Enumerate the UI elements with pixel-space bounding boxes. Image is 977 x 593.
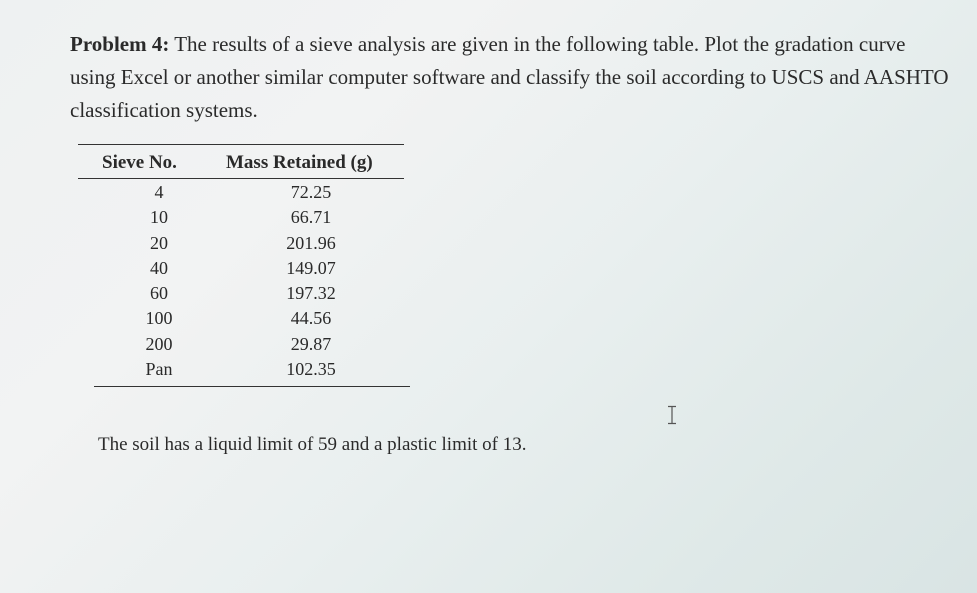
- table-body: [78, 180, 408, 382]
- table-row: [78, 306, 408, 331]
- table-row: [78, 180, 408, 205]
- mass-cell: 197.32: [286, 283, 336, 304]
- header-mass-retained: Mass Retained (g): [226, 152, 373, 173]
- header-sieve-no: Sieve No.: [102, 152, 177, 173]
- mass-cell: 66.71: [290, 207, 332, 228]
- table-row: [78, 256, 408, 281]
- table-row: [78, 357, 408, 382]
- problem-text: The results of a sieve analysis are given in the following table. Plot the gradation curve using Excel or another similar computer software and classify the soil according to USCS and AASHTO classification systems.: [70, 32, 949, 122]
- mass-cell: 44.56: [290, 308, 332, 329]
- sieve-cell: 10: [150, 207, 168, 228]
- problem-label: Problem 4:: [70, 32, 170, 56]
- sieve-cell: Pan: [145, 359, 173, 380]
- mass-cell: 102.35: [286, 359, 336, 380]
- mass-cell: 72.25: [290, 182, 332, 202]
- sieve-cell: 20: [150, 232, 168, 253]
- sieve-cell: 200: [145, 333, 173, 354]
- problem-statement: [70, 28, 950, 127]
- mass-cell: 29.87: [290, 333, 332, 354]
- table-row: [78, 231, 408, 256]
- soil-limits-note: The soil has a liquid limit of 59 and a plastic limit of 13.: [98, 434, 527, 455]
- mass-cell: 201.96: [286, 232, 336, 253]
- sieve-cell: 100: [145, 308, 173, 329]
- table-top-rule: [78, 144, 404, 145]
- table-row: [78, 205, 408, 230]
- sieve-cell: 60: [150, 283, 168, 304]
- text-cursor-icon: [665, 405, 679, 425]
- table-bottom-rule: [94, 386, 410, 387]
- table-row: [78, 332, 408, 357]
- table-row: [78, 281, 408, 306]
- table-header-rule: [78, 178, 404, 179]
- mass-cell: 149.07: [286, 257, 336, 278]
- sieve-cell: 4: [154, 182, 164, 202]
- sieve-cell: 40: [150, 257, 168, 278]
